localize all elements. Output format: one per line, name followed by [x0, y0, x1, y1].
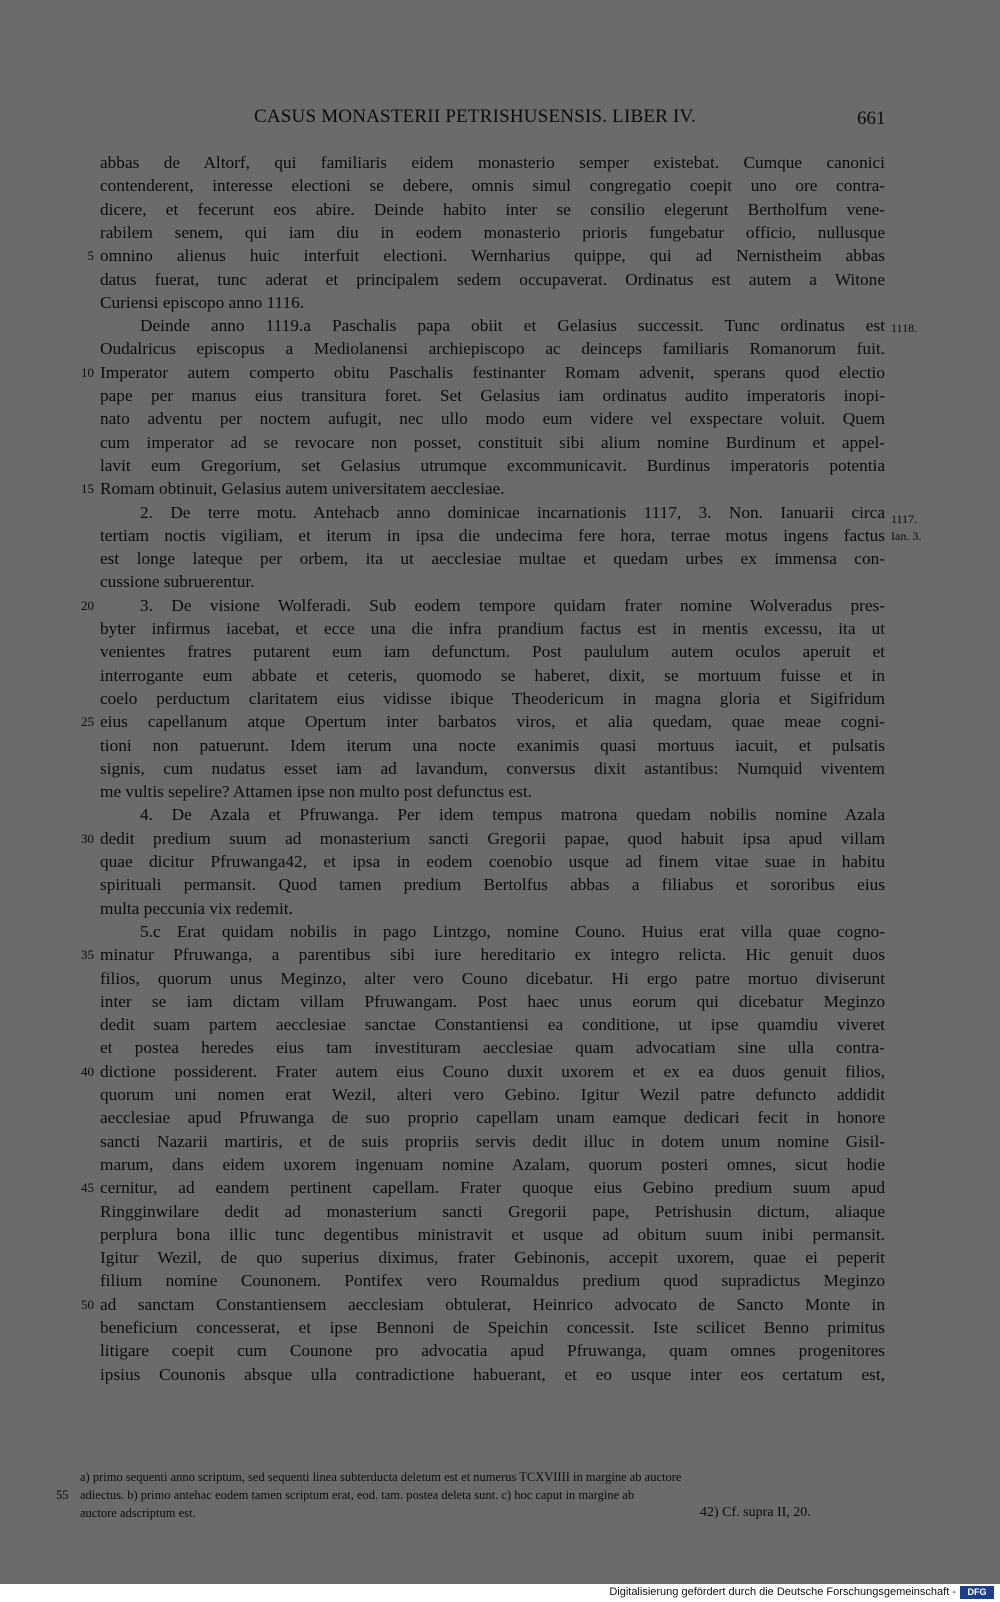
text-line: litigare coepit cum Counone pro advocatia apud Pfruwanga, quam omnes progenitores — [100, 1341, 885, 1361]
line-number: 10 — [81, 364, 94, 380]
text-line: marum, dans eidem uxorem ingenuam nomine Azalam, quorum posteri omnes, sicut hodie — [100, 1154, 885, 1174]
text-line: 4. De Azala et Pfruwanga. Per idem tempus matrona quedam nobilis nomine Azala — [140, 805, 885, 825]
text-line: tertiam noctis vigiliam, et iterum in ipsa die undecima fere hora, terrae motus ingens factus — [100, 525, 885, 545]
line-number: 5 — [87, 248, 94, 264]
text-line: minatur Pfruwanga, a parentibus sibi iure hereditario ex integro relicta. Hic genuit duos — [100, 945, 885, 965]
text-line: filium nomine Counonem. Pontifex vero Roumaldus predium quod supradictus Meginzo — [100, 1271, 885, 1291]
text-line: pape per manus eius transitura foret. Set Gelasius iam ordinatus audito imperatoris inopi- — [100, 386, 885, 405]
text-line: datus fuerat, tunc aderat et principalem sedem occupaverat. Ordinatus est autem a Witone — [100, 269, 885, 289]
line-number: 50 — [81, 1296, 94, 1312]
line-number: 30 — [81, 830, 94, 846]
text-line: beneficium concesserat, et ipse Bennoni de Speichin concessit. Iste scilicet Benno primitus — [100, 1318, 885, 1337]
footnote-line: a) primo sequenti anno scriptum, sed sequenti linea subterducta deletum est et numerus TCXVIIII in margine ab auctore — [80, 1470, 682, 1484]
line-number: 45 — [81, 1180, 94, 1196]
text-line: Oudalricus episcopus a Mediolanensi archiepiscopo ac deinceps familiaris Romanorum fuit. — [100, 339, 885, 359]
text-line: sancti Nazarii martiris, et de suis propriis servis dedit illuc in dotem unum nomine Gisil- — [100, 1131, 885, 1151]
text-line: dicere, et fecerunt eos abire. Deinde habito inter se consilio elegerunt Bertholfum vene- — [100, 199, 885, 219]
text-line: quorum uni nomen erat Wezil, alteri vero Gebino. Igitur Wezil patre defuncto addidit — [100, 1085, 885, 1104]
text-line — [100, 1409, 885, 1433]
text-line: eius capellanum atque Opertum inter barbatos viros, et alia quedam, quae meae cogni- — [100, 712, 885, 732]
running-header — [0, 106, 1000, 136]
text-line: cum imperator ad se revocare non posset, constituit sibi alium nomine Burdinum et appel- — [100, 432, 885, 452]
text-line: venientes fratres putarent eum iam defunctum. Post paululum autem oculos aperuit et — [100, 642, 885, 662]
text-line: inter se iam dictam villam Pfruwangam. Post haec unus eorum qui dicebatur Meginzo — [100, 991, 885, 1011]
text-line: dedit predium suum ad monasterium sancti Gregorii papae, quod habuit ipsa apud villam — [100, 828, 885, 848]
dfg-logo: DFG — [960, 1586, 994, 1599]
text-line: interrogante eum abbate et ceteris, quomodo se haberet, dixit, se mortuum fuisse et in — [100, 665, 885, 685]
text-line: cernitur, ad eandem pertinent capellam. Frater quoque eius Gebino predium suum apud — [100, 1178, 885, 1198]
funding-credit: Digitalisierung gefördert durch die Deutsche Forschungsgemeinschaft - — [609, 1586, 956, 1598]
text-line: signis, cum nudatus esset iam ad lavandum, conversus dixit astantibus: Numquid viventem — [100, 758, 885, 778]
text-line: spirituali permansit. Quod tamen predium Bertolfus abbas a filiabus et sororibus eius — [100, 875, 885, 895]
text-line: multa peccunia vix redemit. — [100, 898, 293, 918]
line-number: 55 — [56, 1488, 69, 1502]
text-line: lavit eum Gregorium, set Gelasius utrumque excommunicavit. Burdinus imperatoris potentia — [100, 455, 885, 475]
margin-note-date: Ian. 3. — [891, 529, 922, 543]
text-line: contenderent, interesse electioni se debere, omnis simul congregatio coepit uno ore contra- — [100, 176, 885, 196]
footnote-reference: 42) Cf. supra II, 20. — [700, 1505, 811, 1520]
header-title: CASUS MONASTERII PETRISHUSENSIS. LIBER IV. — [254, 106, 696, 127]
text-line — [100, 1386, 885, 1410]
text-line: me vultis sepelire? Attamen ipse non multo post defunctus est. — [100, 782, 532, 802]
text-line: quae dicitur Pfruwanga42, et ipsa in eodem coenobio usque ad finem vitae suae in habitu — [100, 852, 885, 871]
text-line: Ringginwilare dedit ad monasterium sancti Gregorii pape, Petrishusin dictum, aliaque — [100, 1201, 885, 1221]
line-number: 25 — [81, 714, 94, 730]
page-number: 661 — [857, 108, 886, 129]
line-number: 20 — [81, 597, 94, 613]
text-line: coelo perductum claritatem eius vidisse ibique Theodericum in magna gloria et Sigifridum — [100, 688, 885, 708]
line-number: 40 — [81, 1063, 94, 1079]
text-line: 2. De terre motu. Antehacb anno dominicae incarnationis 1117, 3. Non. Ianuarii circa — [140, 502, 885, 522]
text-line: tioni non patuerunt. Idem iterum una nocte exanimis quasi mortuus iacuit, et pulsatis — [100, 735, 885, 755]
footer-bar — [0, 1584, 1000, 1602]
text-line: 5.c Erat quidam nobilis in pago Lintzgo, nomine Couno. Huius erat villa quae cogno- — [140, 921, 885, 941]
footnote-line: auctore adscriptum est. — [80, 1506, 196, 1520]
text-line: Deinde anno 1119.a Paschalis papa obiit et Gelasius successit. Tunc ordinatus est — [140, 316, 885, 336]
text-line: Imperator autem comperto obitu Paschalis festinanter Romam advenit, sperans quod electio — [100, 362, 885, 382]
footnote-line: adiectus. b) primo antehac eodem tamen scriptum erat, eod. tam. postea deleta sunt. c) hoc caput in margine ab — [80, 1488, 635, 1502]
text-line: est longe lateque per orbem, ita ut aecclesiae multae et quedam urbes ex immensa con- — [100, 549, 885, 569]
line-number: 35 — [81, 947, 94, 963]
text-line: ipsius Counonis absque ulla contradictione habuerant, et eo usque inter eos certatum est, — [100, 1364, 885, 1384]
line-number: 15 — [81, 481, 94, 497]
margin-note-year: 1118. — [891, 321, 918, 335]
text-line: ad sanctam Constantiensem aecclesiam obtulerat, Heinrico advocato de Sancto Monte in — [100, 1294, 885, 1314]
text-line: byter infirmus iacebat, et ecce una die infra prandium factus est in mentis excessu, ita ut — [100, 619, 885, 638]
text-line: et postea heredes eius tam investituram aecclesiae quam advocatiam sine ulla contra- — [100, 1038, 885, 1058]
text-line: rabilem senem, qui iam diu in eodem monasterio prioris fungebatur officio, nullusque — [100, 222, 885, 242]
text-line: nato adventu per noctem aufugit, nec ullo modo eum videre vel exspectare voluit. Quem — [100, 409, 885, 429]
text-line: Curiensi episcopo anno 1116. — [100, 292, 305, 312]
text-line — [100, 1433, 885, 1457]
text-line: dictione possiderent. Frater autem eius Couno duxit uxorem et ex ea duos genuit filios, — [100, 1061, 885, 1081]
text-line: perplura bona illic tunc degentibus ministravit et usque ad obitum suum inibi permansit. — [100, 1224, 885, 1244]
text-line: filios, quorum unus Meginzo, alter vero Couno dicebatur. Hi ergo patre mortuo diviserunt — [100, 968, 885, 988]
text-line: abbas de Altorf, qui familiaris eidem monasterio semper existebat. Cumque canonici — [100, 153, 885, 172]
text-line: omnino alienus huic interfuit electioni. Wernharius quippe, qui ad Nernistheim abbas — [100, 246, 885, 266]
text-line: aecclesiae apud Pfruwanga de suo proprio capellam unam eamque dedicari fecit in honore — [100, 1108, 885, 1128]
text-line: Igitur Wezil, de quo superius diximus, frater Gebinonis, accepit uxorem, quae ei peperit — [100, 1248, 885, 1268]
text-line: 3. De visione Wolferadi. Sub eodem tempore quidam frater nomine Wolveradus pres- — [140, 595, 885, 615]
margin-note-year: 1117. — [891, 512, 918, 526]
text-line: dedit suam partem aecclesiae sanctae Constantiensi ea conditione, ut ipse quamdiu viveret — [100, 1015, 885, 1035]
text-line: Romam obtinuit, Gelasius autem universitatem aecclesiae. — [100, 479, 505, 499]
text-line: cussione subruerentur. — [100, 572, 255, 592]
